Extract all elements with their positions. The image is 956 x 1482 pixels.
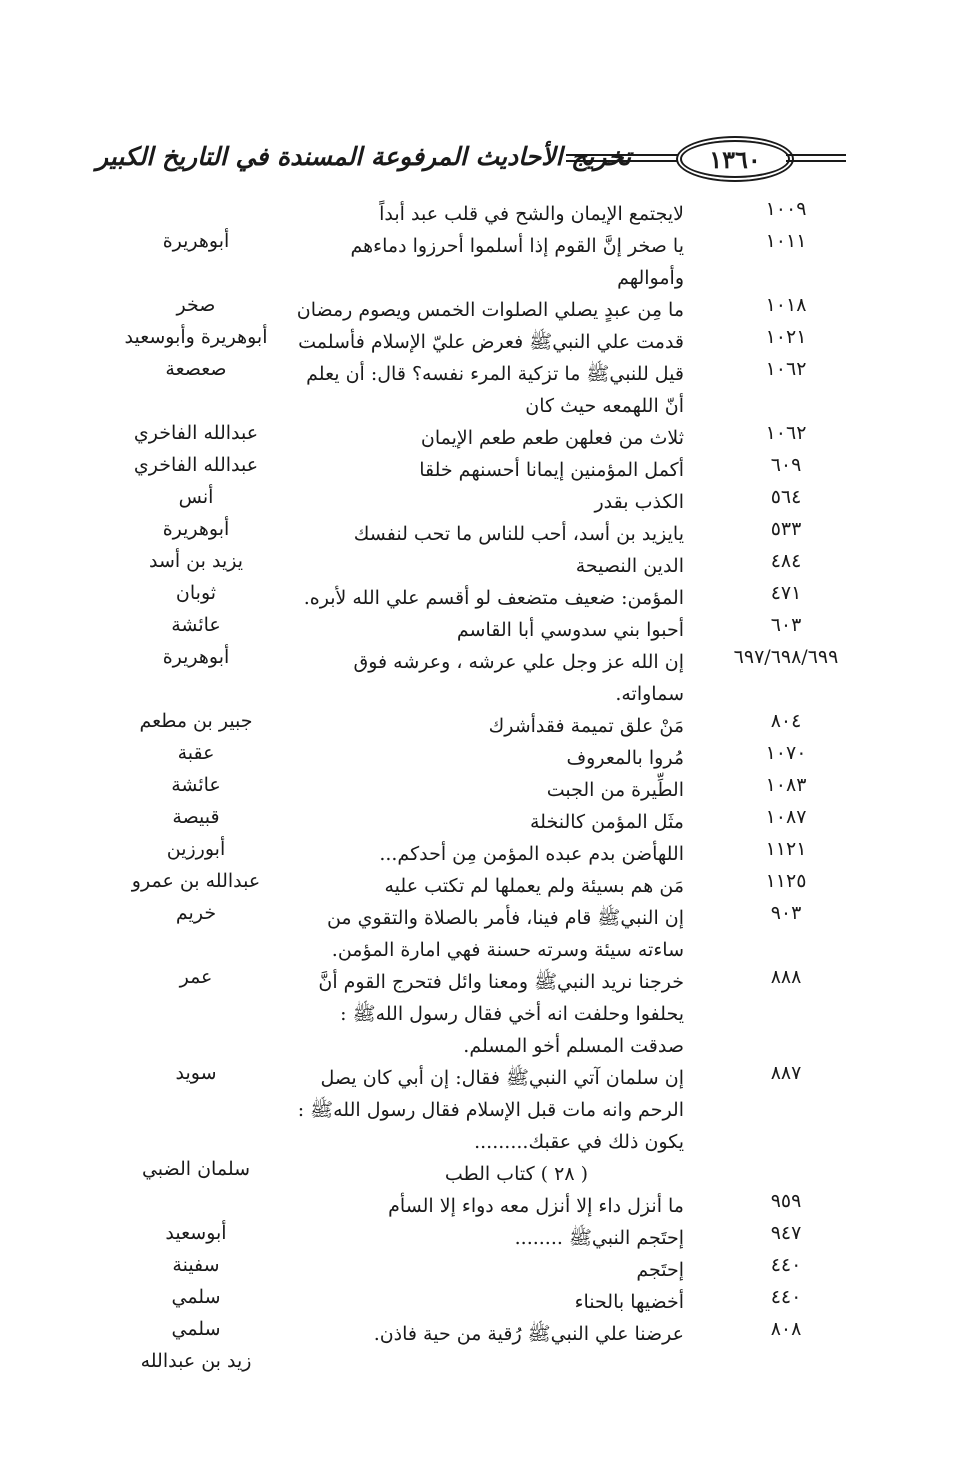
narrator-name: صخر — [176, 294, 216, 316]
hadith-text: مَنْ علق تميمة فقدأشرك — [488, 715, 684, 737]
hadith-index-table — [96, 198, 846, 1372]
hadith-number: ١١٢٥ — [765, 870, 807, 892]
hadith-text: الكذب بقدر — [594, 491, 684, 513]
hadith-text: إحتَجم النبيﷺ ........ — [514, 1227, 684, 1249]
hadith-number: ٤٤٠ — [770, 1286, 802, 1308]
hadith-text: مُروا بالمعروف — [566, 747, 684, 769]
narrator-name: أبوسعيد — [165, 1222, 227, 1244]
narrator-name: عائشة — [171, 614, 221, 636]
hadith-number: ١٠١٨ — [765, 294, 807, 316]
narrator-name: عبدالله بن عمرو — [131, 870, 261, 892]
hadith-text: مثَل المؤمن كالنخلة — [530, 811, 684, 833]
narrator-name: سفينة — [172, 1254, 220, 1276]
hadith-number: ٨٠٨ — [770, 1318, 802, 1340]
narrator-name: أبوهريرة — [162, 518, 230, 540]
hadith-text: يا صخر إنَّ القوم إذا أسلموا أحرزوا دماءهم وأموالهم — [350, 235, 684, 289]
narrator-name: يزيد بن أسد — [148, 550, 244, 572]
hadith-number: ٥٣٣ — [770, 518, 802, 540]
hadith-text: أخضيها بالحناء — [574, 1291, 684, 1313]
hadith-text: ما أنزل داء إلا أنزل معه دواء إلا السأم — [388, 1195, 684, 1217]
narrator-name: أبوهريرة وأبوسعيد — [124, 326, 268, 348]
hadith-text: ما مِن عبدٍ يصلي الصلوات الخمس ويصوم رمضان — [296, 299, 684, 321]
hadith-number: ٩٤٧ — [770, 1222, 802, 1244]
hadith-number: ١٠٨٧ — [765, 806, 807, 828]
narrator-name: أبورزين — [166, 838, 226, 860]
hadith-text: لايجتمع الإيمان والشح في قلب عبد أبداً — [379, 203, 684, 225]
hadith-number: ٤٤٠ — [770, 1254, 802, 1276]
hadith-text: إحتَجم — [636, 1259, 684, 1281]
hadith-text: المؤمن: ضعيف متضعف لو أقسم علي الله لأبره. — [303, 587, 684, 609]
narrator-name: عقبة — [177, 742, 215, 764]
header-rule — [786, 160, 846, 162]
hadith-text: أكمل المؤمنين إيمانا أحسنهم خلقا — [419, 459, 684, 481]
header-rule — [566, 160, 680, 162]
table-row — [96, 1318, 846, 1372]
hadith-number: ٤٨٤ — [770, 550, 802, 572]
hadith-text: ثلاث من فعلهن طعم طعم الإيمان — [420, 427, 684, 449]
hadith-text: أحبوا بني سدوسي أبا القاسم — [456, 619, 684, 641]
narrator-name: عبدالله الفاخري — [133, 422, 259, 444]
page-header — [96, 138, 846, 182]
hadith-number: ١٠٨٣ — [765, 774, 807, 796]
page-number: ١٣٦٠ — [680, 140, 790, 178]
section-title: ( ٢٨ ) كتاب الطب — [444, 1163, 588, 1185]
header-rule — [566, 154, 680, 156]
hadith-number: ١٠٦٢ — [765, 422, 807, 444]
hadith-text: عرضنا علي النبيﷺ رُقية من حية فاذن. — [373, 1323, 684, 1345]
hadith-number: ٩٥٩ — [770, 1190, 802, 1212]
hadith-number: ٨٨٧ — [770, 1062, 802, 1084]
narrator-name: أبوهريرة — [162, 646, 230, 668]
hadith-number: ٤٧١ — [770, 582, 802, 604]
narrator-name: أبوهريرة — [162, 230, 230, 252]
hadith-text: قيل للنبيﷺ ما تزكية المرء نفسه؟ قال: أن يعلم أنّ اللهمعه حيث كان — [306, 363, 684, 417]
hadith-number: ١٠٢١ — [765, 326, 807, 348]
narrator-name: خريم — [175, 902, 217, 924]
hadith-text: اللهأضن بدم عبده المؤمن مِن أحدكم... — [379, 843, 684, 865]
narrator-name: صعصعة — [165, 358, 227, 380]
hadith-number: ١١٢١ — [765, 838, 807, 860]
narrator-name: قبيصة — [172, 806, 220, 828]
hadith-text: الطِّيرة من الجبت — [546, 779, 684, 801]
narrator-name: سلمي — [171, 1286, 221, 1308]
hadith-text: الدين النصيحة — [575, 555, 684, 577]
narrator-name: ثوبان — [175, 582, 217, 604]
narrator-name: سلمي — [171, 1318, 221, 1340]
hadith-number: ١٠٦٢ — [765, 358, 807, 380]
hadith-text: إن سلمان آتي النبيﷺ فقال: إن أبي كان يصل الرحم وانه مات قبل الإسلام فقال رسول اللهﷺ : يكون ذلك في عقبك......... — [297, 1067, 684, 1153]
narrator-name: عائشة — [171, 774, 221, 796]
running-title: تخريج الأحاديث المرفوعة المسندة في التاريخ الكبير — [96, 142, 632, 171]
hadith-text: إن الله عز وجل علي عرشه ، وعرشه فوق سماواته. — [353, 651, 684, 705]
hadith-number: ١٠١١ — [765, 230, 807, 252]
hadith-number: ١٠٧٠ — [765, 742, 807, 764]
narrator-name: عبدالله الفاخري — [133, 454, 259, 476]
hadith-number: ٦٠٣ — [770, 614, 802, 636]
hadith-number: ٥٦٤ — [770, 486, 802, 508]
hadith-text: يايزيد بن أسد، أحب للناس ما تحب لنفسك — [353, 523, 684, 545]
narrator-name: جبير بن مطعم — [139, 710, 253, 732]
header-rule — [786, 154, 846, 156]
hadith-number: ٦٠٩ — [770, 454, 802, 476]
hadith-text: خرجنا نريد النبيﷺ ومعنا وائل فتحرج القوم أنَّ يحلفوا وحلفت انه أخي فقال رسول اللهﷺ : صدقت المسلم أخو المسلم. — [318, 971, 684, 1057]
hadith-number: ٨٨٨ — [770, 966, 802, 988]
hadith-number: ٦٩٧/٦٩٨/٦٩٩ — [733, 646, 839, 668]
narrator-name: عمر — [179, 966, 213, 988]
hadith-number: ٩٠٣ — [770, 902, 802, 924]
narrator-name: سويد — [175, 1062, 217, 1084]
hadith-number: ٨٠٤ — [770, 710, 802, 732]
narrator-name: سلمان الضبي — [141, 1158, 251, 1180]
hadith-number: ١٠٠٩ — [765, 198, 807, 220]
hadith-text: مَن هم بسيئة ولم يعملها لم تكتب عليه — [384, 875, 684, 897]
narrator-name: أنس — [178, 486, 214, 508]
hadith-text: قدمت علي النبيﷺ فعرض عليّ الإسلام فأسلمت — [298, 331, 684, 353]
narrator-name: زيد بن عبدالله — [140, 1350, 252, 1372]
hadith-text: إن النبيﷺ قام فينا، فأمر بالصلاة والتقوي من ساءته سيئة وسرته حسنة فهي امارة المؤمن. — [326, 907, 684, 961]
